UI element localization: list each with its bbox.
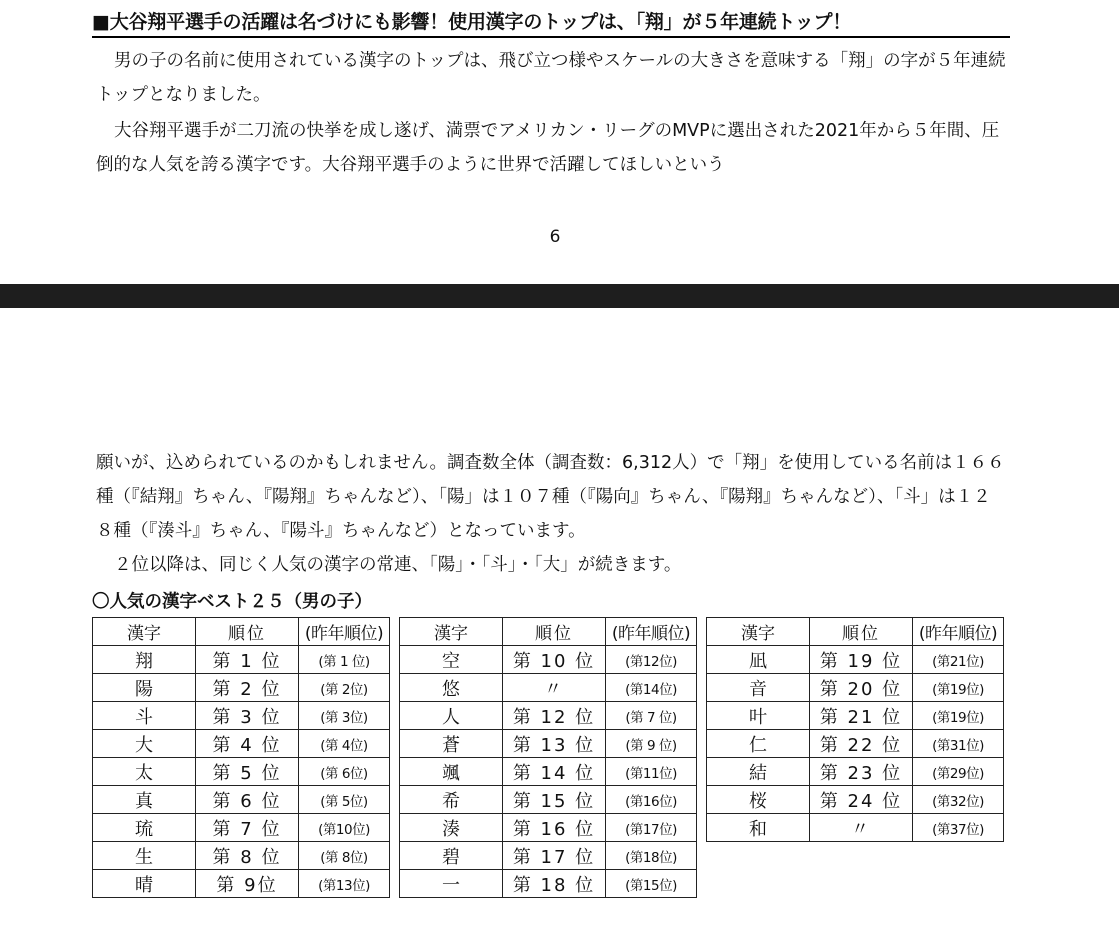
prev-rank-cell: (第10位) <box>299 814 390 842</box>
kanji-cell: 陽 <box>93 674 196 702</box>
rank-cell: 第 5 位 <box>196 758 299 786</box>
prev-rank-cell: (第18位) <box>606 842 697 870</box>
page-separator <box>0 284 1119 308</box>
paragraph-text: 大谷翔平選手が二刀流の快挙を成し遂げ、満票でアメリカン・リーグのMVPに選出された2021年から５年間、圧倒的な人気を誇る漢字です。大谷翔平選手のように世界で活躍してほしいという <box>96 121 1000 175</box>
prev-rank-cell: (第19位) <box>913 702 1004 730</box>
table-row <box>707 674 1004 702</box>
rank-cell: 第 23 位 <box>810 758 913 786</box>
kanji-cell: 斗 <box>93 702 196 730</box>
prev-rank-cell: (第 6位) <box>299 758 390 786</box>
table-row <box>93 702 390 730</box>
table-row <box>707 758 1004 786</box>
header-kanji: 漢字 <box>400 618 503 646</box>
rank-cell: 第 14 位 <box>503 758 606 786</box>
header-prev-rank: (昨年順位) <box>913 618 1004 646</box>
table-row <box>93 674 390 702</box>
prev-rank-cell: (第 9 位) <box>606 730 697 758</box>
kanji-cell: 真 <box>93 786 196 814</box>
prev-rank-cell: (第14位) <box>606 674 697 702</box>
rank-cell: 第 8 位 <box>196 842 299 870</box>
prev-rank-cell: (第29位) <box>913 758 1004 786</box>
header-kanji: 漢字 <box>93 618 196 646</box>
rank-cell: 第 13 位 <box>503 730 606 758</box>
header-rank: 順位 <box>503 618 606 646</box>
table-row <box>707 814 1004 842</box>
paragraph-text: ２位以降は、同じく人気の漢字の常連、「陽」・「斗」・「大」が続きます。 <box>114 555 682 575</box>
table-row <box>707 730 1004 758</box>
rank-cell: 第 17 位 <box>503 842 606 870</box>
header-prev-rank: (昨年順位) <box>606 618 697 646</box>
table-row <box>400 702 697 730</box>
header-rank: 順位 <box>196 618 299 646</box>
header-rank: 順位 <box>810 618 913 646</box>
paragraph-text: 願いが、込められているのかもしれません。調査数全体（調査数：6,312人）で「翔」を使用している名前は１６６種（『結翔』ちゃん、『陽翔』ちゃんなど）、「陽」は１０７種（『陽向』ちゃん、『陽翔』ちゃんなど）、「斗」は１２８種（『湊斗』ちゃん、『陽斗』ちゃんなど）となっています。 <box>96 453 1005 541</box>
rank-cell: 第 16 位 <box>503 814 606 842</box>
kanji-cell: 空 <box>400 646 503 674</box>
kanji-cell: 碧 <box>400 842 503 870</box>
table-header-row <box>93 618 390 646</box>
section-heading: ■大谷翔平選手の活躍は名づけにも影響！使用漢字のトップは、「翔」が５年連続トップ！ <box>92 8 1010 38</box>
kanji-cell: 仁 <box>707 730 810 758</box>
rank-cell: 第 22 位 <box>810 730 913 758</box>
table-row <box>400 870 697 898</box>
prev-rank-cell: (第15位) <box>606 870 697 898</box>
rank-cell: 第 1 位 <box>196 646 299 674</box>
table-row <box>93 646 390 674</box>
kanji-cell: 生 <box>93 842 196 870</box>
rank-cell: 第 9位 <box>196 870 299 898</box>
table-row <box>93 870 390 898</box>
rank-cell: 第 2 位 <box>196 674 299 702</box>
kanji-cell: 大 <box>93 730 196 758</box>
prev-rank-cell: (第 2位) <box>299 674 390 702</box>
rank-cell: 第 19 位 <box>810 646 913 674</box>
rank-cell: 第 18 位 <box>503 870 606 898</box>
table-row <box>93 814 390 842</box>
table-row <box>400 730 697 758</box>
ranking-table-2 <box>399 617 697 898</box>
rank-cell: 第 7 位 <box>196 814 299 842</box>
kanji-cell: 凪 <box>707 646 810 674</box>
kanji-cell: 叶 <box>707 702 810 730</box>
table-row <box>93 786 390 814</box>
prev-rank-cell: (第21位) <box>913 646 1004 674</box>
rank-cell: 第 6 位 <box>196 786 299 814</box>
rank-cell: 第 20 位 <box>810 674 913 702</box>
prev-rank-cell: (第 8位) <box>299 842 390 870</box>
table-row <box>400 786 697 814</box>
rank-cell: 第 12 位 <box>503 702 606 730</box>
paragraph-text: 男の子の名前に使用されている漢字のトップは、飛び立つ様やスケールの大きさを意味する「翔」の字が５年連続トップとなりました。 <box>96 51 1006 105</box>
kanji-cell: 太 <box>93 758 196 786</box>
table-row <box>400 842 697 870</box>
kanji-cell: 和 <box>707 814 810 842</box>
ranking-table-3 <box>706 617 1004 842</box>
kanji-cell: 翔 <box>93 646 196 674</box>
prev-rank-cell: (第13位) <box>299 870 390 898</box>
table-row <box>400 758 697 786</box>
table-row <box>707 786 1004 814</box>
table-row <box>707 702 1004 730</box>
paragraph <box>96 446 1006 548</box>
table-row <box>400 674 697 702</box>
prev-rank-cell: (第37位) <box>913 814 1004 842</box>
header-kanji: 漢字 <box>707 618 810 646</box>
rank-cell: 〃 <box>503 674 606 702</box>
table-header-row <box>400 618 697 646</box>
prev-rank-cell: (第11位) <box>606 758 697 786</box>
kanji-cell: 琉 <box>93 814 196 842</box>
table-title: 〇人気の漢字ベスト２５（男の子） <box>92 592 372 612</box>
rank-cell: 第 10 位 <box>503 646 606 674</box>
kanji-cell: 結 <box>707 758 810 786</box>
page-number: 6 <box>549 227 561 247</box>
prev-rank-cell: (第17位) <box>606 814 697 842</box>
prev-rank-cell: (第12位) <box>606 646 697 674</box>
paragraph <box>96 114 1006 182</box>
table-row <box>93 758 390 786</box>
kanji-cell: 希 <box>400 786 503 814</box>
rank-cell: 〃 <box>810 814 913 842</box>
header-prev-rank: (昨年順位) <box>299 618 390 646</box>
table-row <box>707 646 1004 674</box>
kanji-cell: 悠 <box>400 674 503 702</box>
rank-cell: 第 15 位 <box>503 786 606 814</box>
ranking-table-1 <box>92 617 390 898</box>
rank-cell: 第 24 位 <box>810 786 913 814</box>
prev-rank-cell: (第19位) <box>913 674 1004 702</box>
kanji-cell: 桜 <box>707 786 810 814</box>
table-header-row <box>707 618 1004 646</box>
kanji-cell: 音 <box>707 674 810 702</box>
kanji-cell: 晴 <box>93 870 196 898</box>
paragraph <box>96 548 1006 582</box>
paragraph <box>96 44 1006 112</box>
prev-rank-cell: (第32位) <box>913 786 1004 814</box>
table-row <box>400 646 697 674</box>
table-row <box>400 814 697 842</box>
table-row <box>93 842 390 870</box>
table-row <box>93 730 390 758</box>
rank-cell: 第 3 位 <box>196 702 299 730</box>
kanji-cell: 人 <box>400 702 503 730</box>
kanji-cell: 蒼 <box>400 730 503 758</box>
rank-cell: 第 4 位 <box>196 730 299 758</box>
prev-rank-cell: (第 1 位) <box>299 646 390 674</box>
prev-rank-cell: (第16位) <box>606 786 697 814</box>
prev-rank-cell: (第 3位) <box>299 702 390 730</box>
prev-rank-cell: (第31位) <box>913 730 1004 758</box>
prev-rank-cell: (第 5位) <box>299 786 390 814</box>
kanji-cell: 颯 <box>400 758 503 786</box>
rank-cell: 第 21 位 <box>810 702 913 730</box>
prev-rank-cell: (第 7 位) <box>606 702 697 730</box>
kanji-cell: 一 <box>400 870 503 898</box>
prev-rank-cell: (第 4位) <box>299 730 390 758</box>
kanji-cell: 湊 <box>400 814 503 842</box>
